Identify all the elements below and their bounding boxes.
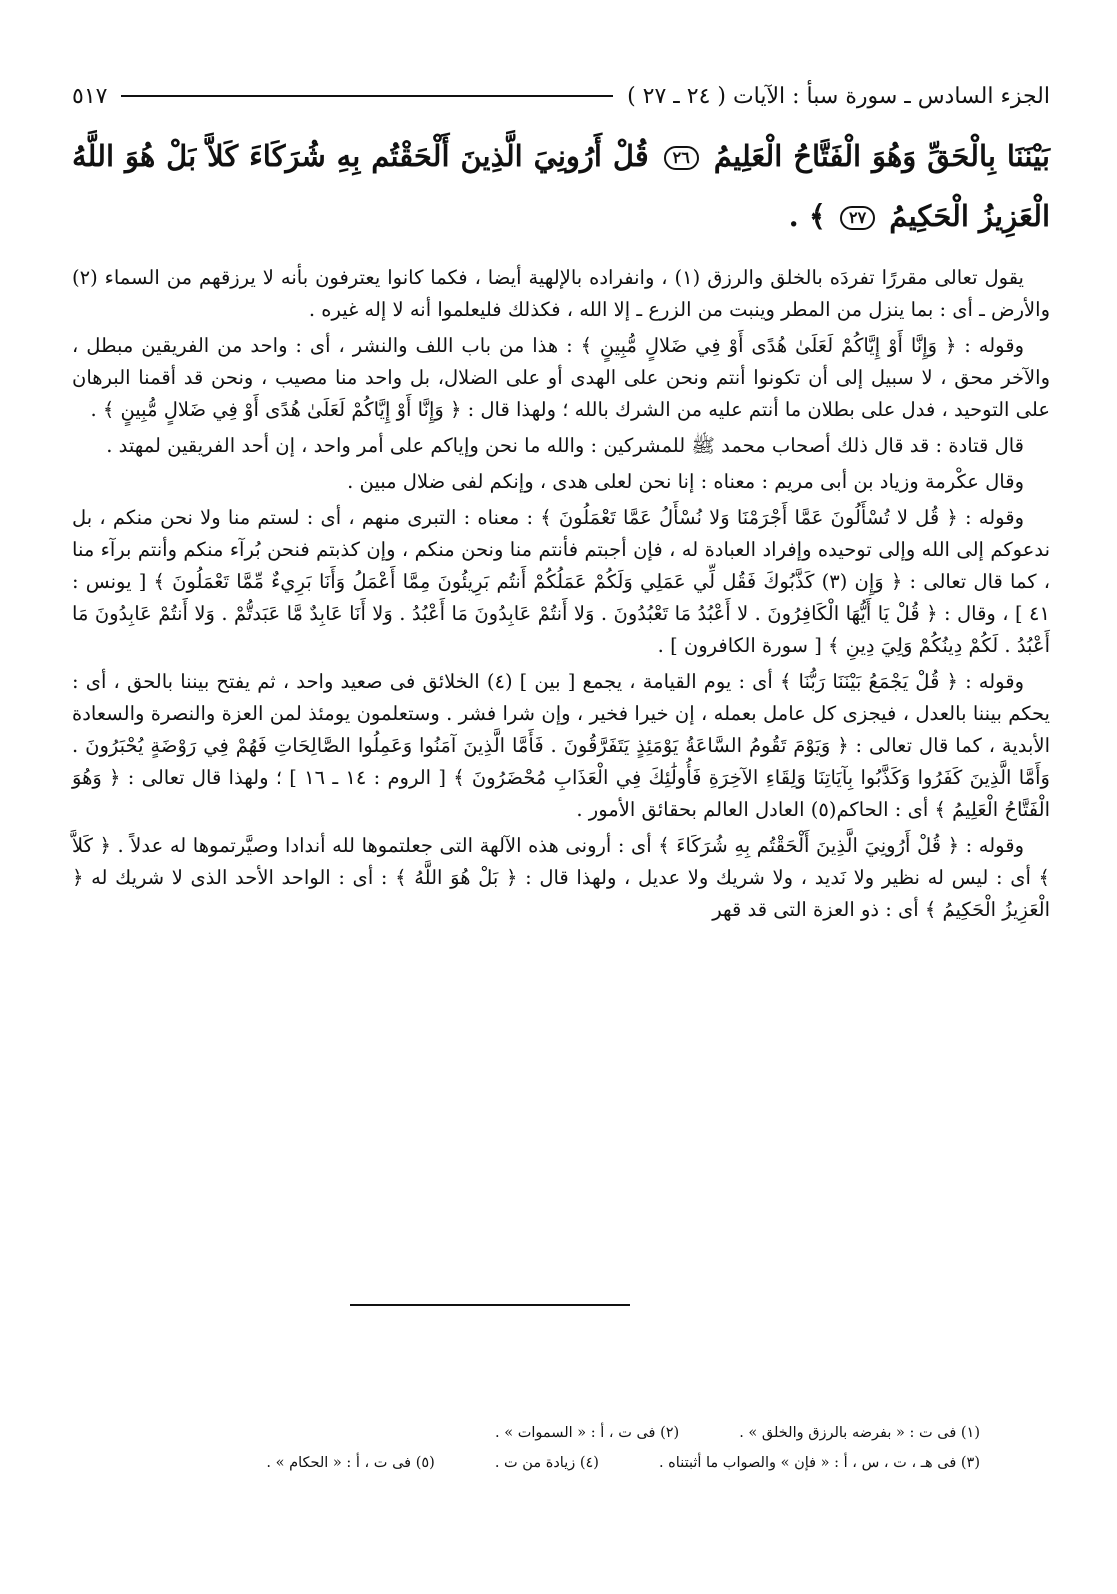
footnotes [130,1418,980,1478]
commentary-body [72,262,1050,926]
footnote-separator [350,1304,630,1306]
page-content [72,74,1050,930]
verse-text-part1: بَيْنَنَا بِالْحَقِّ وَهُوَ الْفَتَّاحُ الْعَلِيمُ [713,139,1050,173]
quran-verse-block [72,126,1050,246]
commentary-paragraph: وقوله : ﴿ قُل لا تُسْأَلُونَ عَمَّا أَجْرَمْنَا وَلا نُسْأَلُ عَمَّا تَعْمَلُونَ ﴾ : معناه : التبرى منهم ، أى : لستم منا ولا نحن منكم ، بل ندعوكم إلى الله وإلى توحيده وإفراد العبادة له ، فإن أجبتم فأنتم منا ونحن منكم ، وإن كذبتم فنحن بُرآء منكم وأنتم برآء منا ، كما قال تعالى : ﴿ وَإِن (٣) كَذَّبُوكَ فَقُل لِّي عَمَلِي وَلَكُمْ عَمَلُكُمْ أَنتُم بَرِيئُونَ مِمَّا أَعْمَلُ وَأَنَا بَرِيءٌ مِّمَّا تَعْمَلُونَ ﴾ [ يونس : ٤١ ] ، وقال : ﴿ قُلْ يَا أَيُّهَا الْكَافِرُونَ . لا أَعْبُدُ مَا تَعْبُدُونَ . وَلا أَنتُمْ عَابِدُونَ مَا أَعْبُدُ . وَلا أَنَا عَابِدٌ مَّا عَبَدتُّمْ . وَلا أَنتُمْ عَابِدُونَ مَا أَعْبُدُ . لَكُمْ دِينُكُمْ وَلِيَ دِينِ ﴾ [ سورة الكافرون ] . [72,506,1050,657]
footnote-row [130,1418,980,1448]
footnote-2: (٢) فى ت ، أ : « السموات » . [495,1425,680,1441]
verse-end: ﴾ . [788,199,826,233]
header-rule [121,95,613,97]
footnote-1: (١) فى ت : « بفرضه بالرزق والخلق » . [739,1425,980,1441]
page-number: ٥١٧ [72,83,108,109]
footnote-4: (٤) زيادة من ت . [494,1455,599,1471]
running-title: الجزء السادس ـ سورة سبأ : الآيات ( ٢٤ ـ ٢٧ ) [627,83,1050,109]
verse-number-marker: ٢٧ [840,206,875,230]
commentary-paragraph: وقوله : ﴿ قُلْ يَجْمَعُ بَيْنَنَا رَبُّنَا ﴾ أى : يوم القيامة ، يجمع [ بين ] (٤) الخلائق فى صعيد واحد ، ثم يفتح بيننا بالحق ، أى : يحكم بيننا بالعدل ، فيجزى كل عامل بعمله ، إن خيرا فخير ، وإن شرا فشر . وستعلمون يومئذ لمن العزة والنصرة والسعادة الأبدية ، كما قال تعالى : ﴿ وَيَوْمَ تَقُومُ السَّاعَةُ يَوْمَئِذٍ يَتَفَرَّقُونَ . فَأَمَّا الَّذِينَ آمَنُوا وَعَمِلُوا الصَّالِحَاتِ فَهُمْ فِي رَوْضَةٍ يُحْبَرُونَ . وَأَمَّا الَّذِينَ كَفَرُوا وَكَذَّبُوا بِآيَاتِنَا وَلِقَاءِ الآخِرَةِ فَأُولَٰئِكَ فِي الْعَذَابِ مُحْضَرُونَ ﴾ [ الروم : ١٤ ـ ١٦ ] ؛ ولهذا قال تعالى : ﴿ وَهُوَ الْفَتَّاحُ الْعَلِيمُ ﴾ أى : الحاكم(٥) العادل العالم بحقائق الأمور . [72,670,1050,821]
verse-text-part2: قُلْ أَرُونِيَ الَّذِينَ أَلْحَقْتُم بِهِ شُرَكَاءَ كَلاَّ بَلْ هُوَ اللَّهُ الْعَزِيزُ الْحَكِيمُ [72,139,1050,233]
commentary-paragraph: وقوله : ﴿ قُلْ أَرُونِيَ الَّذِينَ أَلْحَقْتُم بِهِ شُرَكَاءَ ﴾ أى : أرونى هذه الآلهة التى جعلتموها لله أندادا وصيَّرتموها له عدلاً . ﴿ كَلاَّ ﴾ أى : ليس له نظير ولا نَديد ، ولا شريك ولا عديل ، ولهذا قال : ﴿ بَلْ هُوَ اللَّهُ ﴾ : أى : الواحد الأحد الذى لا شريك له ﴿ الْعَزِيزُ الْحَكِيمُ ﴾ أى : ذو العزة التى قد قهر [72,834,1050,921]
footnote-row [130,1448,980,1478]
running-head [72,74,1050,118]
commentary-paragraph: وقال عكْرمة وزياد بن أبى مريم : معناه : إنا نحن لعلى هدى ، وإنكم لفى ضلال مبين . [347,470,1024,493]
footnote-5: (٥) فى ت ، أ : « الحكام » . [266,1455,435,1471]
commentary-paragraph: وقوله : ﴿ وَإِنَّا أَوْ إِيَّاكُمْ لَعَلَىٰ هُدًى أَوْ فِي ضَلالٍ مُّبِينٍ ﴾ : هذا من باب اللف والنشر ، أى : واحد من الفريقين مبطل ، والآخر محق ، لا سبيل إلى أن تكونوا أنتم ونحن على الهدى أو على الضلال، بل واحد منا مصيب ، ونحن قد أقمنا البرهان على التوحيد ، فدل على بطلان ما أنتم عليه من الشرك بالله ؛ ولهذا قال : ﴿ وَإِنَّا أَوْ إِيَّاكُمْ لَعَلَىٰ هُدًى أَوْ فِي ضَلالٍ مُّبِينٍ ﴾ . [72,334,1050,421]
commentary-paragraph: يقول تعالى مقررًا تفردَه بالخلق والرزق (١) ، وانفراده بالإلهية أيضا ، فكما كانوا يعترفون بأنه لا يرزقهم من السماء (٢) والأرض ـ أى : بما ينزل من المطر وينبت من الزرع ـ إلا الله ، فكذلك فليعلموا أنه لا إله غيره . [72,266,1050,321]
commentary-paragraph: قال قتادة : قد قال ذلك أصحاب محمد ﷺ للمشركين : والله ما نحن وإياكم على أمر واحد ، إن أحد الفريقين لمهتد . [106,434,1024,457]
verse-number-marker: ٢٦ [664,146,699,170]
footnote-3: (٣) فى هـ ، ت ، س ، أ : « فإن » والصواب ما أثبتناه . [658,1455,980,1471]
